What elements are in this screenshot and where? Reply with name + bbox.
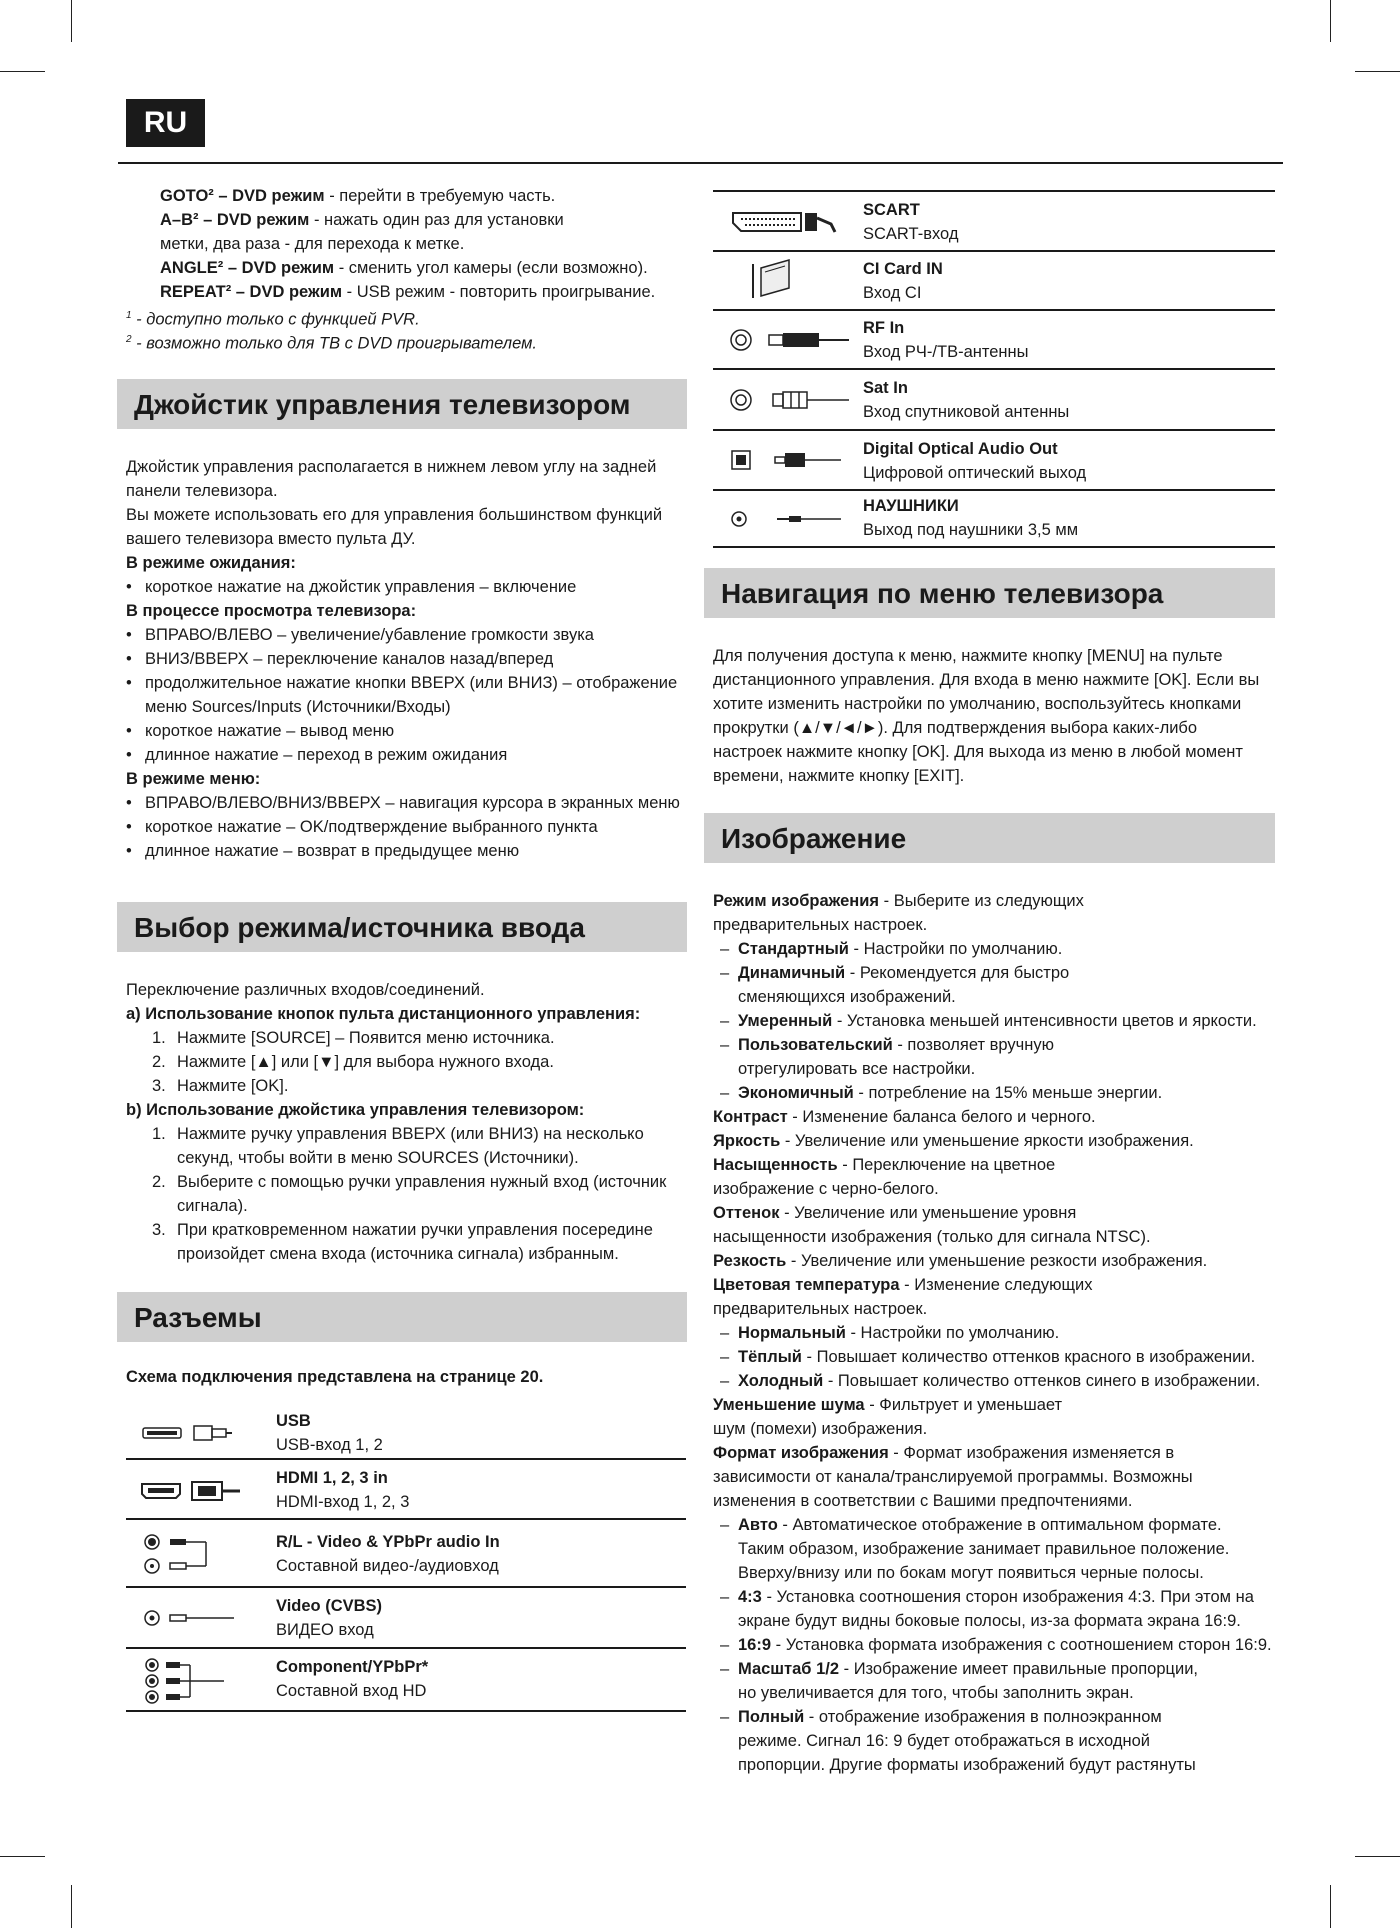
connector-desc: SCART-вход — [863, 225, 959, 243]
step-item-cont: сигнала). — [177, 1197, 248, 1215]
language-badge: RU — [126, 99, 205, 147]
picture-mode-cont: предварительных настроек. — [713, 916, 928, 934]
step-item-cont: секунд, чтобы войти в меню SOURCES (Источники). — [177, 1149, 579, 1167]
preset-label: Умеренный — [738, 1012, 833, 1030]
preset-label: Полный — [738, 1708, 805, 1726]
setting-label: Цветовая температура — [713, 1276, 900, 1294]
preset-text: - Повышает количество оттенков синего в изображении. — [823, 1372, 1261, 1390]
picture-section-title: Изображение — [704, 813, 1275, 863]
goto-text: - перейти в требуемую часть. — [324, 187, 556, 205]
format-16-9 — [713, 1633, 1288, 1657]
step-text: Нажмите [OK]. — [177, 1077, 289, 1095]
hdmi-port-icon — [140, 1480, 240, 1502]
remote-heading: a) Использование кнопок пульта дистанционного управления: — [126, 1005, 641, 1023]
preset-label: Стандартный — [738, 940, 849, 958]
repeat-text: - USB режим - повторить проигрывание. — [342, 283, 656, 301]
step-number: 2. — [152, 1173, 166, 1191]
connector-desc: Составной вход HD — [276, 1682, 427, 1700]
navigation-text: дистанционного управления. Для входа в меню нажмите [OK]. Если вы — [713, 671, 1260, 689]
picture-format-cont: изменения в соответствии с Вашими предпочтениями. — [713, 1492, 1133, 1510]
connector-name: Component/YPbPr* — [276, 1658, 429, 1676]
connector-desc: Вход CI — [863, 284, 922, 302]
repeat-label: REPEAT² – DVD режим — [160, 283, 343, 301]
noise-reduction-cont: шум (помехи) изображения. — [713, 1420, 928, 1438]
connector-label — [863, 437, 1086, 485]
step-number: 2. — [152, 1053, 166, 1071]
joystick-heading: b) Использование джойстика управления телевизором: — [126, 1101, 585, 1119]
connector-row-rl-video — [126, 1520, 686, 1588]
preset-user-cont: отрегулировать все настройки. — [738, 1060, 976, 1078]
connectors-section-title: Разъемы — [117, 1292, 687, 1342]
connector-label — [863, 494, 1078, 542]
preset-label: Масштаб 1/2 — [738, 1660, 840, 1678]
preset-label: Холодный — [738, 1372, 824, 1390]
setting-label: Насыщенность — [713, 1156, 838, 1174]
step-item-cont: произойдет смена входа (источника сигнала) избранным. — [177, 1245, 619, 1263]
footnote-1-mark: 1 — [126, 310, 132, 321]
color-temp-cont: предварительных настроек. — [713, 1300, 928, 1318]
step-number: 1. — [152, 1029, 166, 1047]
preset-label: 16:9 — [738, 1636, 772, 1654]
connector-label — [863, 376, 1069, 424]
angle-text: - сменить угол камеры (если возможно). — [334, 259, 648, 277]
setting-label: Резкость — [713, 1252, 787, 1270]
setting-label: Контраст — [713, 1108, 788, 1126]
step-number: 1. — [152, 1125, 166, 1143]
bullet-item: • длинное нажатие – возврат в предыдущее меню — [126, 839, 696, 863]
format-full-cont: режиме. Сигнал 16: 9 будет отображаться в исходной — [738, 1732, 1151, 1750]
format-full-cont: пропорции. Другие форматы изображений будут растянуты — [738, 1756, 1196, 1774]
preset-text: - позволяет вручную — [892, 1036, 1054, 1054]
dash-mark: – — [720, 1588, 730, 1606]
contrast-item — [713, 1105, 1288, 1129]
bullet-item: • ВПРАВО/ВЛЕВО/ВНИЗ/ВВЕРХ – навигация курсора в экранных меню — [126, 791, 696, 815]
setting-text: - Переключение на цветное — [837, 1156, 1056, 1174]
bullet-item: • длинное нажатие – переход в режим ожидания — [126, 743, 696, 767]
bullet-item: • короткое нажатие – вывод меню — [126, 719, 696, 743]
scart-port-icon — [731, 210, 841, 236]
saturation-cont: изображение с черно-белого. — [713, 1180, 939, 1198]
ab-item — [160, 208, 686, 232]
dash-mark: – — [720, 1708, 730, 1726]
connector-name: Video (CVBS) — [276, 1597, 383, 1615]
connector-row-rf — [713, 311, 1275, 370]
connector-row-sat — [713, 370, 1275, 431]
preset-text: - Автоматическое отображение в оптимальном формате. — [777, 1516, 1222, 1534]
crop-mark — [0, 71, 45, 72]
crop-mark — [1355, 1856, 1400, 1857]
preset-text: - Установка соотношения сторон изображения 4:3. При этом на — [761, 1588, 1254, 1606]
setting-text: - Увеличение или уменьшение яркости изображения. — [780, 1132, 1194, 1150]
temp-cold — [713, 1369, 1288, 1393]
connector-table-left — [126, 1406, 686, 1712]
step-item — [126, 1170, 696, 1194]
format-auto — [713, 1513, 1288, 1537]
source-section — [126, 978, 696, 1266]
repeat-item — [160, 280, 686, 304]
connector-desc: USB-вход 1, 2 — [276, 1436, 383, 1454]
ci-card-icon — [749, 258, 799, 302]
connector-label — [863, 257, 943, 305]
menu-mode-heading: В режиме меню: — [126, 770, 261, 788]
viewing-heading: В процессе просмотра телевизора: — [126, 602, 417, 620]
navigation-section-title: Навигация по меню телевизора — [704, 568, 1275, 618]
rca-audio-icon — [144, 1530, 224, 1578]
preset-text: - Установка формата изображения с соотношением сторон 16:9. — [771, 1636, 1272, 1654]
connector-label — [276, 1655, 428, 1703]
noise-reduction-item — [713, 1393, 1288, 1417]
format-auto-cont: Вверху/внизу или по бокам могут появиться черные полосы. — [738, 1564, 1204, 1582]
crop-mark — [0, 1856, 45, 1857]
step-text: Выберите с помощью ручки управления нужный вход (источник — [177, 1173, 667, 1191]
format-auto-cont: Таким образом, изображение занимает правильное положение. — [738, 1540, 1230, 1558]
angle-item — [160, 256, 686, 280]
joystick-paragraph: вашего телевизора вместо пульта ДУ. — [126, 530, 416, 548]
setting-label: Уменьшение шума — [713, 1396, 865, 1414]
connector-row-video — [126, 1588, 686, 1649]
joystick-paragraph: Вы можете использовать его для управления большинством функций — [126, 506, 663, 524]
crop-mark — [1330, 0, 1331, 42]
connector-name: CI Card IN — [863, 260, 943, 278]
connector-name: Digital Optical Audio Out — [863, 440, 1058, 458]
dash-mark: – — [720, 964, 730, 982]
preset-label: Экономичный — [738, 1084, 854, 1102]
connector-table-right — [713, 190, 1275, 548]
joystick-section-title: Джойстик управления телевизором — [117, 379, 687, 429]
picture-section — [713, 889, 1288, 1777]
step-item — [126, 1050, 696, 1074]
setting-text: - Формат изображения изменяется в — [888, 1444, 1175, 1462]
preset-moderate — [713, 1009, 1288, 1033]
header-rule — [118, 162, 1283, 164]
connector-name: SCART — [863, 201, 920, 219]
dvd-items — [126, 184, 686, 304]
preset-label: Динамичный — [738, 964, 846, 982]
dash-mark: – — [720, 1036, 730, 1054]
preset-text: - Рекомендуется для быстро — [845, 964, 1070, 982]
step-item — [126, 1026, 696, 1050]
temp-normal — [713, 1321, 1288, 1345]
bullet-item: • ВНИЗ/ВВЕРХ – переключение каналов назад/вперед — [126, 647, 696, 671]
standby-heading: В режиме ожидания: — [126, 554, 296, 572]
connector-row-scart — [713, 192, 1275, 252]
picture-mode-text: - Выберите из следующих — [879, 892, 1084, 910]
picture-format-cont: зависимости от канала/транслируемой программы. Возможны — [713, 1468, 1193, 1486]
joystick-paragraph: панели телевизора. — [126, 482, 278, 500]
bullet-item-cont: меню Sources/Inputs (Источники/Входы) — [145, 698, 451, 716]
connector-row-hdmi — [126, 1460, 686, 1520]
connector-label — [863, 198, 958, 246]
bullet-item: • короткое нажатие – OK/подтверждение выбранного пункта — [126, 815, 696, 839]
connector-desc: Выход под наушники 3,5 мм — [863, 521, 1079, 539]
left-column — [126, 184, 686, 352]
preset-label: Нормальный — [738, 1324, 846, 1342]
footnote-1-text: - доступно только с функцией PVR. — [131, 310, 420, 329]
footnote-2 — [126, 328, 686, 352]
format-4-3-cont: экране будут видны боковые полосы, из-за формата экрана 16:9. — [738, 1612, 1241, 1630]
connector-name: HDMI 1, 2, 3 in — [276, 1469, 388, 1487]
step-text: Нажмите [SOURCE] – Появится меню источника. — [177, 1029, 555, 1047]
crop-mark — [1330, 1885, 1331, 1928]
step-number: 3. — [152, 1077, 166, 1095]
preset-text: - отображение изображения в полноэкранном — [804, 1708, 1162, 1726]
dash-mark: – — [720, 1348, 730, 1366]
format-4-3 — [713, 1585, 1288, 1609]
navigation-text: хотите изменить настройки по умолчанию, воспользуйтесь кнопками — [713, 695, 1242, 713]
connector-desc: Вход спутниковой антенны — [863, 403, 1070, 421]
angle-label: ANGLE² – DVD режим — [160, 259, 335, 277]
connector-name: RF In — [863, 319, 905, 337]
connector-label — [276, 1530, 500, 1578]
connector-label — [276, 1594, 382, 1642]
crop-mark — [71, 1885, 72, 1928]
connector-label — [863, 316, 1029, 364]
preset-text: - Повышает количество оттенков красного в изображении. — [801, 1348, 1256, 1366]
format-zoom — [713, 1657, 1288, 1681]
connector-row-optical — [713, 431, 1275, 491]
dash-mark: – — [720, 1660, 730, 1678]
usb-port-icon — [142, 1423, 232, 1443]
footnote-2-mark: 2 — [126, 334, 132, 345]
source-intro: Переключение различных входов/соединений. — [126, 981, 485, 999]
connector-desc: HDMI-вход 1, 2, 3 — [276, 1493, 410, 1511]
picture-format-item — [713, 1441, 1288, 1465]
preset-text: - Настройки по умолчанию. — [848, 940, 1063, 958]
preset-label: Тёплый — [738, 1348, 802, 1366]
ab-label: A–B² – DVD режим — [160, 211, 310, 229]
headphone-jack-icon — [731, 511, 841, 527]
connection-note: Схема подключения представлена на странице 20. — [126, 1368, 544, 1386]
crop-mark — [1355, 71, 1400, 72]
preset-label: Пользовательский — [738, 1036, 893, 1054]
preset-text: - потребление на 15% меньше энергии. — [853, 1084, 1163, 1102]
connector-name: R/L - Video & YPbPr audio In — [276, 1533, 500, 1551]
tint-item — [713, 1201, 1288, 1225]
preset-label: Авто — [738, 1516, 778, 1534]
brightness-item — [713, 1129, 1288, 1153]
dash-mark: – — [720, 1084, 730, 1102]
connector-row-ci — [713, 252, 1275, 311]
source-section-title: Выбор режима/источника ввода — [117, 902, 687, 952]
footnote-2-text: - возможно только для ТВ с DVD проигрывателем. — [131, 334, 537, 353]
tint-cont: насыщенности изображения (только для сигнала NTSC). — [713, 1228, 1151, 1246]
step-text: Нажмите [▲] или [▼] для выбора нужного входа. — [177, 1053, 554, 1071]
joystick-paragraph: Джойстик управления располагается в нижнем левом углу на задней — [126, 458, 657, 476]
video-cvbs-icon — [144, 1610, 234, 1626]
setting-text: - Увеличение или уменьшение резкости изображения. — [786, 1252, 1208, 1270]
connector-row-usb — [126, 1406, 686, 1460]
joystick-section — [126, 455, 696, 863]
navigation-text: прокрутки (▲/▼/◄/►). Для подтверждения выбора каких-либо — [713, 719, 1198, 737]
bullet-item: • продолжительное нажатие кнопки ВВЕРХ (или ВНИЗ) – отображение — [126, 671, 696, 695]
setting-label: Яркость — [713, 1132, 781, 1150]
preset-dynamic — [713, 961, 1288, 985]
bullet-item: • ВПРАВО/ВЛЕВО – увеличение/убавление громкости звука — [126, 623, 696, 647]
connector-name: Sat In — [863, 379, 908, 397]
setting-label: Оттенок — [713, 1204, 780, 1222]
connector-desc: ВИДЕО вход — [276, 1621, 374, 1639]
goto-label: GOTO² – DVD режим — [160, 187, 325, 205]
footnote-1 — [126, 304, 686, 328]
crop-mark — [71, 0, 72, 42]
picture-mode-item — [713, 889, 1288, 913]
dash-mark: – — [720, 1636, 730, 1654]
ab-item-cont: метки, два раза - для перехода к метке. — [160, 235, 465, 253]
connector-row-component — [126, 1649, 686, 1712]
preset-text: - Настройки по умолчанию. — [845, 1324, 1060, 1342]
optical-audio-icon — [731, 449, 841, 471]
connector-desc: Вход РЧ-/ТВ-антенны — [863, 343, 1029, 361]
picture-mode-label: Режим изображения — [713, 892, 880, 910]
preset-text: - Установка меньшей интенсивности цветов и яркости. — [832, 1012, 1257, 1030]
goto-item — [160, 184, 686, 208]
connector-name: НАУШНИКИ — [863, 497, 959, 515]
component-ypbpr-icon — [144, 1657, 224, 1705]
navigation-text: времени, нажмите кнопку [EXIT]. — [713, 767, 965, 785]
preset-text: - Изображение имеет правильные пропорции, — [839, 1660, 1198, 1678]
connector-row-headphones — [713, 491, 1275, 548]
preset-label: 4:3 — [738, 1588, 762, 1606]
preset-dynamic-cont: сменяющихся изображений. — [738, 988, 956, 1006]
step-item — [126, 1074, 696, 1098]
step-text: При кратковременном нажатии ручки управления посередине — [177, 1221, 653, 1239]
navigation-section — [713, 644, 1283, 788]
dash-mark: – — [720, 1516, 730, 1534]
preset-standard — [713, 937, 1288, 961]
dash-mark: – — [720, 1012, 730, 1030]
bullet-item: • короткое нажатие на джойстик управления – включение — [126, 575, 696, 599]
setting-label: Формат изображения — [713, 1444, 889, 1462]
color-temp-item — [713, 1273, 1288, 1297]
connector-name: USB — [276, 1412, 311, 1430]
sharpness-item — [713, 1249, 1288, 1273]
temp-warm — [713, 1345, 1288, 1369]
setting-text: - Фильтрует и уменьшает — [864, 1396, 1063, 1414]
format-full — [713, 1705, 1288, 1729]
rf-antenna-icon — [729, 328, 849, 352]
format-zoom-cont: но увеличивается для того, чтобы заполнить экран. — [738, 1684, 1134, 1702]
connector-desc: Цифровой оптический выход — [863, 464, 1087, 482]
dash-mark: – — [720, 1372, 730, 1390]
sat-antenna-icon — [729, 388, 849, 412]
setting-text: - Увеличение или уменьшение уровня — [779, 1204, 1077, 1222]
connector-label — [276, 1466, 409, 1514]
connector-desc: Составной видео-/аудиовход — [276, 1557, 499, 1575]
step-item — [126, 1122, 696, 1146]
setting-text: - Изменение баланса белого и черного. — [787, 1108, 1096, 1126]
dash-mark: – — [720, 1324, 730, 1342]
ab-text: - нажать один раз для установки — [309, 211, 564, 229]
setting-text: - Изменение следующих — [899, 1276, 1093, 1294]
preset-user — [713, 1033, 1288, 1057]
preset-eco — [713, 1081, 1288, 1105]
step-item — [126, 1218, 696, 1242]
navigation-text: настроек нажмите кнопку [OK]. Для выхода из меню в любой момент — [713, 743, 1243, 761]
step-number: 3. — [152, 1221, 166, 1239]
step-text: Нажмите ручку управления ВВЕРХ (или ВНИЗ) на несколько — [177, 1125, 644, 1143]
saturation-item — [713, 1153, 1288, 1177]
connector-label — [276, 1409, 383, 1457]
navigation-text: Для получения доступа к меню, нажмите кнопку [MENU] на пульте — [713, 647, 1223, 665]
dash-mark: – — [720, 940, 730, 958]
